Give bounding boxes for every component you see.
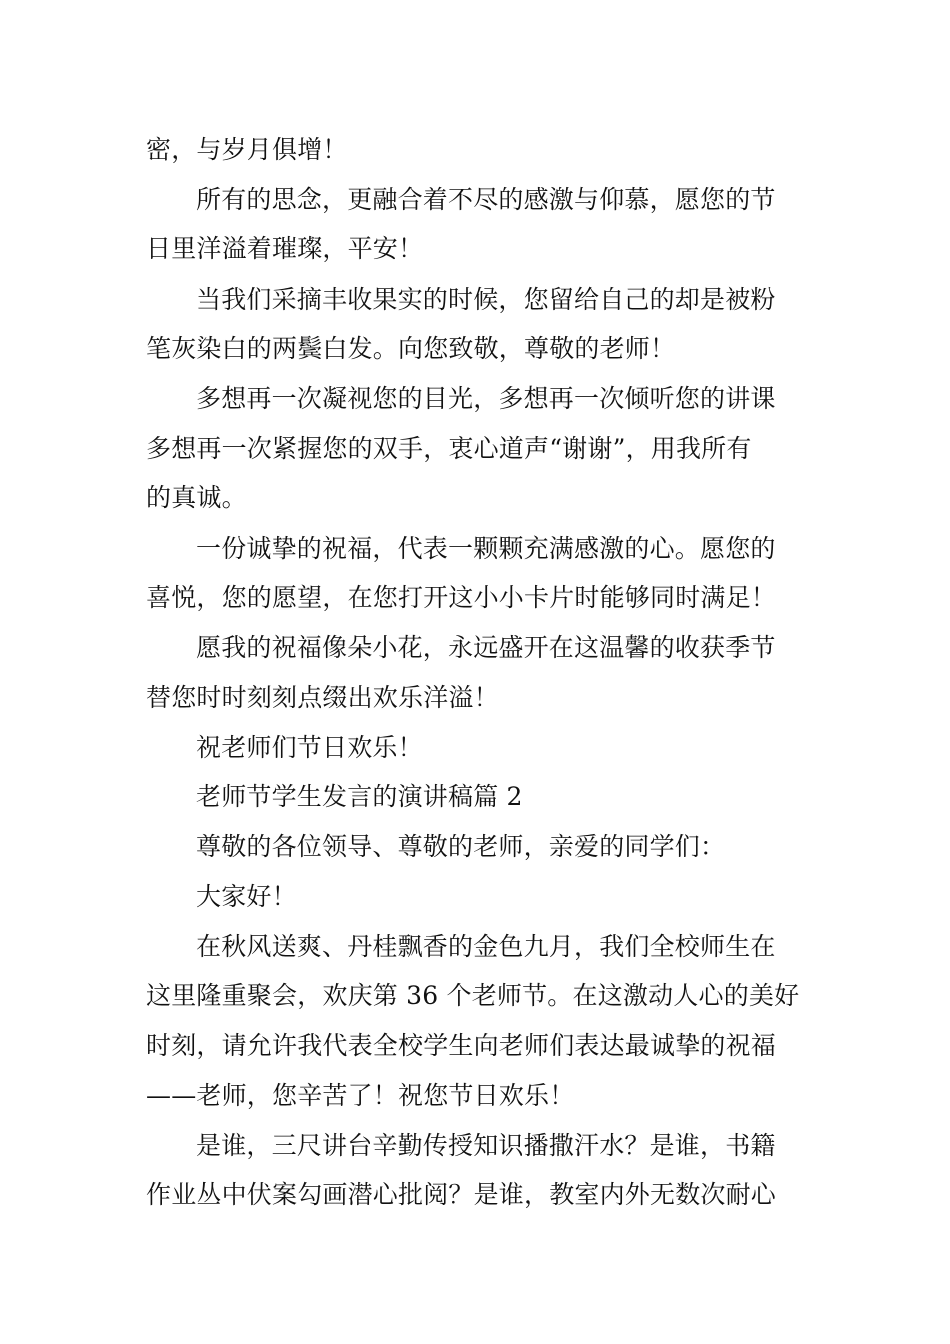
text-line: 多想再一次紧握您的双手，衷心道声“谢谢”，用我所有 xyxy=(146,434,752,463)
section-heading: 老师节学生发言的演讲稿篇 2 xyxy=(196,782,523,811)
text-line: 密，与岁月俱增！ xyxy=(146,135,348,164)
text-line: 在秋风送爽、丹桂飘香的金色九月，我们全校师生在 xyxy=(196,932,776,961)
text-line: 祝老师们节日欢乐！ xyxy=(196,733,423,762)
text-line: ——老师，您辛苦了！祝您节日欢乐！ xyxy=(146,1081,575,1110)
text-line: 愿我的祝福像朵小花，永远盛开在这温馨的收获季节 xyxy=(196,633,776,662)
text-line: 替您时时刻刻点缀出欢乐洋溢！ xyxy=(146,683,499,712)
text-line: 时刻，请允许我代表全校学生向老师们表达最诚挚的祝福 xyxy=(146,1031,777,1060)
text-line: 的真诚。 xyxy=(146,483,247,512)
text-line: 多想再一次凝视您的目光，多想再一次倾听您的讲课 xyxy=(196,384,776,413)
text-line: 所有的思念，更融合着不尽的感激与仰慕，愿您的节 xyxy=(196,185,776,214)
text-line: 是谁，三尺讲台辛勤传授知识播撒汗水？是谁，书籍 xyxy=(196,1131,776,1160)
text-line: 笔灰染白的两鬓白发。向您致敬，尊敬的老师！ xyxy=(146,334,676,363)
text-line: 作业丛中伏案勾画潜心批阅？是谁，教室内外无数次耐心 xyxy=(146,1180,777,1209)
text-line: 日里洋溢着璀璨，平安！ xyxy=(146,234,424,263)
text-line: 一份诚挚的祝福，代表一颗颗充满感激的心。愿您的 xyxy=(196,534,776,563)
text-line: 大家好！ xyxy=(196,882,297,911)
text-line: 喜悦，您的愿望，在您打开这小小卡片时能够同时满足！ xyxy=(146,583,777,612)
text-line: 尊敬的各位领导、尊敬的老师，亲爱的同学们： xyxy=(196,832,726,861)
text-line: 这里隆重聚会，欢庆第 36 个老师节。在这激动人心的美好 xyxy=(146,981,800,1010)
text-line: 当我们采摘丰收果实的时候，您留给自己的却是被粉 xyxy=(196,285,776,314)
